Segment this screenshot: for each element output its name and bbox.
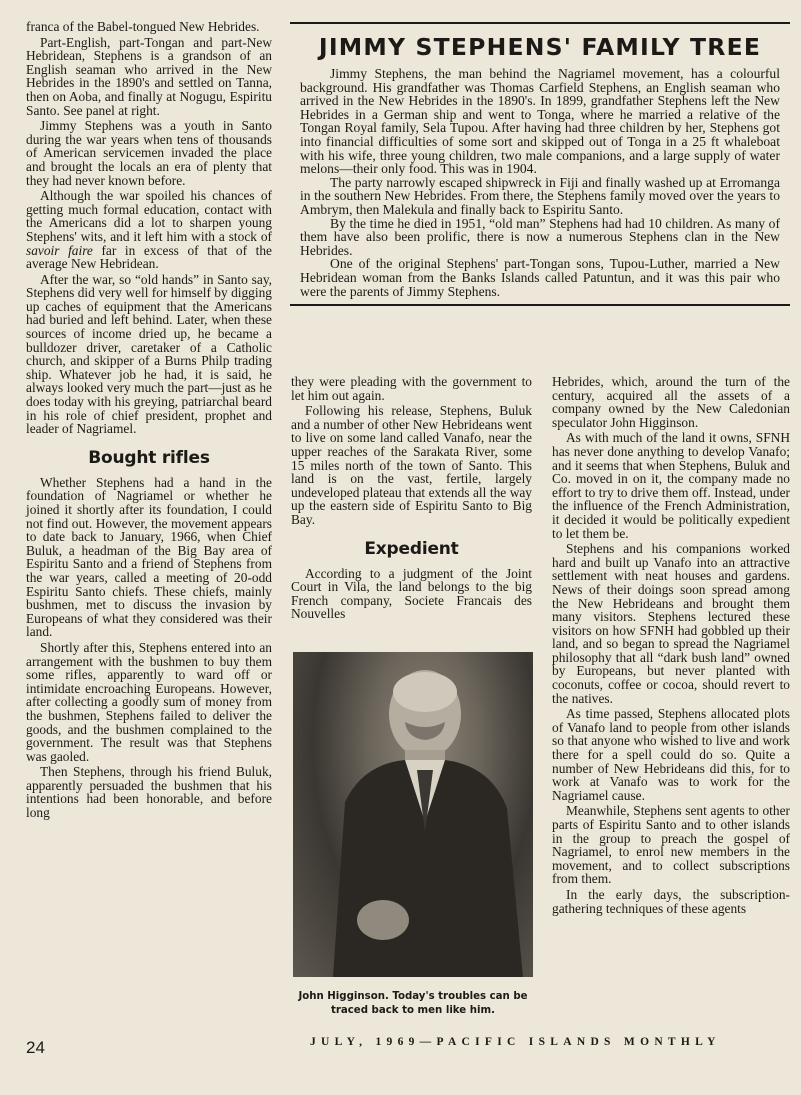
middle-column [291,375,532,621]
page-footer [26,1034,792,1056]
text-run: far in excess of that of the average New Hebridean. [26,242,273,272]
section-heading: Expedient [364,538,459,559]
paragraph: As with much of the land it owns, SFNH has never done anything to develop Vanafo; and it seems that when Stephens, Buluk and Co. moved in on it, the company made no effort to try to drive them off. Instead, under the influence of the French Administration, it decided it would be politically expedient to let them be. [552,430,790,541]
panel-title: JIMMY STEPHENS' FAMILY TREE [318,33,762,61]
panel-top-rule [290,22,790,24]
text-run: Although the war spoiled his chances of getting much formal education, contact with the Americans did a lot to sharpen young Stephens' wits, and it left him with a stock of [26,188,272,244]
family-tree-panel [290,22,790,306]
section-heading: Bought rifles [88,447,210,468]
italic-phrase: savoir faire [26,242,93,258]
paragraph: Jimmy Stephens was a youth in Santo during the war years when tens of thousands of American servicemen invaded the place and brought the locals an era of plenty that they had never known before. [26,118,272,188]
paragraph: franca of the Babel-tongued New Hebrides. [26,19,260,34]
paragraph: In the early days, the subscription-gathering techniques of these agents [552,886,790,916]
paragraph: Part-English, part-Tongan and part-New Hebridean, Stephens is a grandson of an English seaman who arrived in the New Hebrides in the 1890's and settled on Tanna, then on Aoba, and finally at Nogugu, Espiritu Santo. See panel at right. [26,34,272,118]
publication-line: JULY, 1969—PACIFIC ISLANDS MONTHLY [310,1036,721,1048]
paragraph: Jimmy Stephens, the man behind the Nagriamel movement, has a colourful background. His grandfather was Thomas Carfield Stephens, an English seaman who arrived in the New Hebrides in the 1890's. In 1899, grandfather Stephens left the New Hebrides in a German ship and went to Tonga, where he married a relative of the Tongan Royal family, Sela Tupou. After having had three children by her, Stephens got into financial difficulties of some sort and skipped out of Tonga in a 25 ft whaleboat with his wife, three young children, two male companions, and a large supply of water melons—their only food. This was in 1904. [300,66,780,177]
paragraph [26,189,272,271]
paragraph: After the war, so “old hands” in Santo say, Stephens did very well for himself by digging up caches of equipment that the Americans had buried and left behind. Later, when these sources of income dried up, he became a bulldozer driver, caretaker of a Catholic church, and skipper of a Burns Philp trading ship. Whatever job he had, it is said, he always looked very much the part—just as he does today with his greying, patriarchal beard in his role of chief president, prophet and leader of Nagriamel. [26,271,272,437]
page-number: 24 [26,1038,45,1057]
right-column [552,375,790,915]
panel-bottom-rule [290,304,790,306]
panel-body [290,67,790,298]
paragraph: Stephens and his companions worked hard and built up Vanafo into an attractive settlement with neat houses and gardens. News of their doings soon spread among the New Hebrideans and brought them many visitors. Stephens lectured these visitors on how SFNH had gobbled up their land, and so began to spread the Nagriamel philosophy that all “dark bush land” owned by Europeans, but never planted with coconuts, coffee or cocoa, should revert to the natives. [552,541,790,706]
left-column [26,20,272,820]
paragraph: they were pleading with the government to let him out again. [291,374,532,403]
paragraph: Following his release, Stephens, Buluk and a number of other New Hebrideans went to live on some land called Vanafo, near the upper reaches of the Sarakata River, some 15 miles north of the town of Santo. This land is on the vast, fertile, largely undeveloped plateau that extends all the way up the eastern side of Espiritu Santo to Big Bay. [291,403,532,527]
paragraph: Then Stephens, through his friend Buluk, apparently persuaded the bushmen that his intentions had been honorable, and before long [26,764,272,821]
paragraph: Hebrides, which, around the turn of the century, acquired all the assets of a company owned by the New Caledonian speculator John Higginson. [552,374,790,430]
paragraph: The party narrowly escaped shipwreck in Fiji and finally washed up at Erromanga in the southern New Hebrides. From there, the Stephens family moved over the years to Ambrym, then Malekula and finally back to Espiritu Santo. [300,174,780,217]
paragraph: Meanwhile, Stephens sent agents to other parts of Espiritu Santo and to other islands in the group to preach the gospel of Nagriamel, to enrol new members in the movement, and to collect subscriptions from them. [552,803,790,887]
hand-shape [357,900,409,940]
photo-caption: John Higginson. Today's troubles can be traced back to men like him. [298,991,528,1016]
forehead-shape [393,672,457,712]
paragraph: One of the original Stephens' part-Tongan sons, Tupou-Luther, married a New Hebridean woman from the Banks Islands called Patuntun, and it was this pair who were the parents of Jimmy Stephens. [300,256,780,299]
paragraph: By the time he died in 1951, “old man” Stephens had had 10 children. As many of them have also been prolific, there is now a numerous Stephens clan in the New Hebrides. [300,215,780,258]
portrait-photo [293,652,533,977]
paragraph: Shortly after this, Stephens entered into an arrangement with the bushmen to buy them some rifles, apparently to ward off or intimidate encroaching Europeans. However, after collecting a goodly sum of money from the bushmen, Stephens failed to deliver the goods, and the bushmen complained to the government. The result was that Stephens was gaoled. [26,639,272,764]
paragraph: According to a judgment of the Joint Court in Vila, the land belongs to the big French company, Societe Francais des Nouvelles [291,565,532,622]
paragraph: As time passed, Stephens allocated plots of Vanafo land to people from other islands so that anyone who wished to live and work there for a spell could do so. Quite a number of New Hebrideans did this, for to work at Vanafo was to work for the Nagriamel cause. [552,706,790,803]
paragraph: Whether Stephens had a hand in the foundation of Nagriamel or whether he joined it shortly after its foundation, I could not find out. However, the movement appears to date back to January, 1966, when Chief Buluk, a headman of the Big Bay area of Espiritu Santo and a friend of Stephens from the war years, called a meeting of 20-odd Espiritu Santo chiefs. These chiefs, mainly bushmen, met to discuss the invasion by Europeans of what they considered was their land. [26,474,272,640]
